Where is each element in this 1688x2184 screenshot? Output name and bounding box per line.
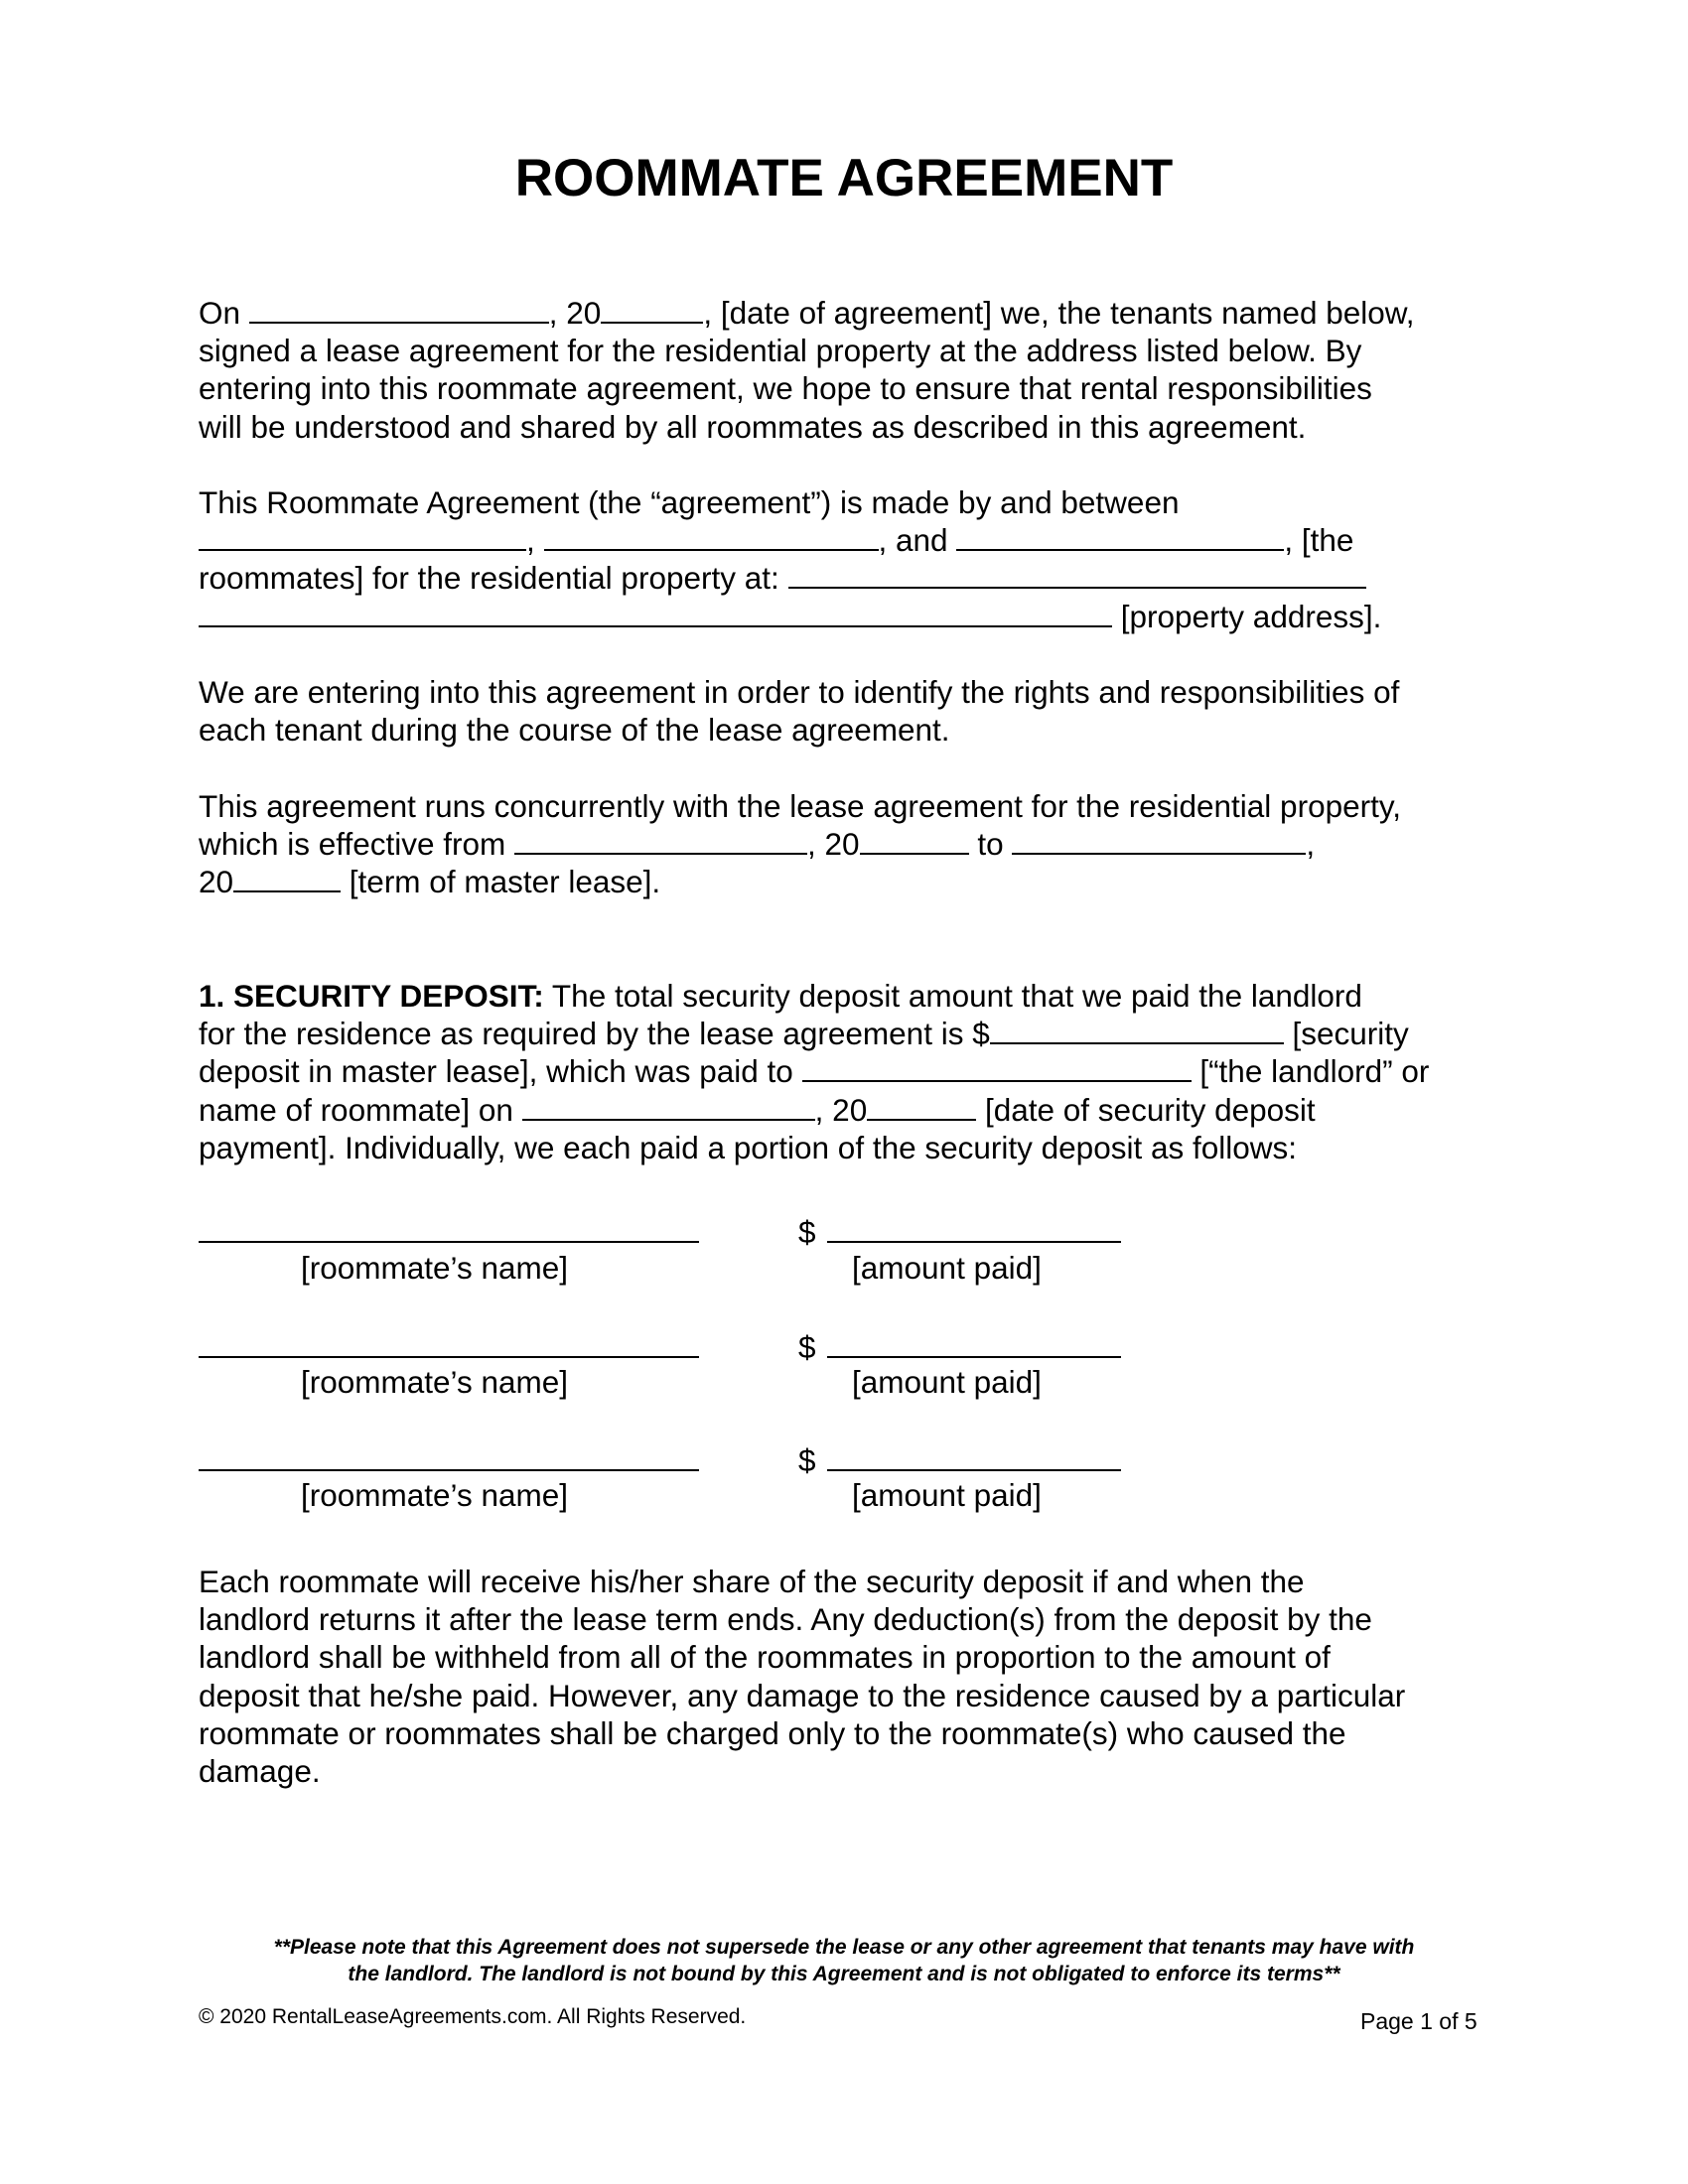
roommate-name-label: [roommate’s name] bbox=[301, 1250, 569, 1286]
roommate-3-blank[interactable] bbox=[956, 522, 1284, 551]
lease-start-date-blank[interactable] bbox=[514, 826, 807, 855]
parties-line-3: roommates] for the residential property at: bbox=[199, 559, 1529, 597]
currency-symbol: $ bbox=[798, 1442, 816, 1478]
parties-paragraph bbox=[199, 483, 1529, 635]
security-deposit-paragraph bbox=[199, 977, 1529, 1166]
purpose-paragraph bbox=[199, 673, 1529, 749]
roommate-2-blank[interactable] bbox=[544, 522, 879, 551]
return-line-1: Each roommate will receive his/her share of the security deposit if and when the bbox=[199, 1564, 1305, 1599]
intro-line-3: entering into this roommate agreement, we hope to ensure that rental responsibilities bbox=[199, 370, 1372, 407]
parties-line-1: This Roommate Agreement (the “agreement”) is made by and between bbox=[199, 484, 1180, 520]
intro-line-4: will be understood and shared by all roommates as described in this agreement. bbox=[199, 408, 1307, 445]
deposit-paid-to-blank[interactable] bbox=[802, 1053, 1192, 1082]
purpose-line-2: each tenant during the course of the lease agreement. bbox=[199, 712, 950, 749]
lease-start-year-blank[interactable] bbox=[860, 826, 969, 855]
security-line-5: payment]. Individually, we each paid a portion of the security deposit as follows: bbox=[199, 1129, 1298, 1165]
parties-line-4: [property address]. bbox=[199, 598, 1529, 635]
deposit-total-blank[interactable] bbox=[990, 1016, 1284, 1044]
term-line-3: 20 [term of master lease]. bbox=[199, 864, 661, 900]
disclaimer-note bbox=[0, 1934, 1688, 1987]
deposit-return-paragraph bbox=[199, 1563, 1529, 1790]
security-line-4: name of roommate] on , 20 [date of security deposit bbox=[199, 1091, 1316, 1128]
deposit-year-blank[interactable] bbox=[867, 1092, 976, 1121]
purpose-line-1: We are entering into this agreement in order to identify the rights and responsibilities of bbox=[199, 674, 1400, 710]
security-line-2: for the residence as required by the lease agreement is $ [security bbox=[199, 1016, 1409, 1052]
roommate-name-line[interactable] bbox=[199, 1241, 699, 1243]
property-address-blank-1[interactable] bbox=[788, 560, 1366, 589]
term-paragraph bbox=[199, 787, 1529, 901]
intro-line-2: signed a lease agreement for the residential property at the address listed below. By bbox=[199, 333, 1362, 369]
return-line-3: landlord shall be withheld from all of the roommates in proportion to the amount of bbox=[199, 1639, 1331, 1676]
disclaimer-line-2: the landlord. The landlord is not bound by this Agreement and is not obligated to enforce its terms** bbox=[348, 1963, 1340, 1985]
roommate-name-label: [roommate’s name] bbox=[301, 1477, 569, 1513]
copyright-text: © 2020 RentalLeaseAgreements.com. All Rights Reserved. bbox=[199, 2005, 747, 2028]
agreement-date-blank[interactable] bbox=[249, 295, 549, 324]
return-line-5: roommate or roommates shall be charged only to the roommate(s) who caused the bbox=[199, 1714, 1346, 1751]
currency-symbol: $ bbox=[798, 1329, 816, 1365]
agreement-year-blank[interactable] bbox=[601, 295, 703, 324]
roommate-1-blank[interactable] bbox=[199, 522, 526, 551]
roommate-name-label: [roommate’s name] bbox=[301, 1364, 569, 1400]
deposit-date-blank[interactable] bbox=[522, 1092, 815, 1121]
term-line-2: which is effective from , 20 to , bbox=[199, 826, 1316, 863]
amount-paid-line[interactable] bbox=[827, 1469, 1121, 1471]
lease-end-date-blank[interactable] bbox=[1012, 826, 1306, 855]
amount-paid-label: [amount paid] bbox=[852, 1250, 1042, 1286]
amount-paid-line[interactable] bbox=[827, 1356, 1121, 1358]
security-line-3: deposit in master lease], which was paid to [“the landlord” or bbox=[199, 1053, 1430, 1090]
return-line-2: landlord returns it after the lease term ends. Any deduction(s) from the deposit by the bbox=[199, 1601, 1372, 1638]
security-deposit-heading: 1. SECURITY DEPOSIT: bbox=[199, 978, 544, 1014]
security-line-1: 1. SECURITY DEPOSIT: The total security deposit amount that we paid the landlord bbox=[199, 978, 1362, 1014]
lease-end-year-blank[interactable] bbox=[233, 864, 341, 892]
amount-paid-line[interactable] bbox=[827, 1241, 1121, 1243]
intro-paragraph bbox=[199, 294, 1529, 446]
return-line-4: deposit that he/she paid. However, any damage to the residence caused by a particular bbox=[199, 1677, 1406, 1713]
parties-line-2: , , and , [the bbox=[199, 521, 1529, 559]
property-address-blank-2[interactable] bbox=[199, 599, 1112, 627]
intro-line-1: On , 20 , [date of agreement] we, the tenants named below, bbox=[199, 295, 1415, 331]
amount-paid-label: [amount paid] bbox=[852, 1477, 1042, 1513]
amount-paid-label: [amount paid] bbox=[852, 1364, 1042, 1400]
disclaimer-line-1: **Please note that this Agreement does not supersede the lease or any other agreement that tenants may have with bbox=[273, 1936, 1415, 1959]
currency-symbol: $ bbox=[798, 1214, 816, 1250]
term-line-1: This agreement runs concurrently with the lease agreement for the residential property, bbox=[199, 788, 1402, 824]
document-title: ROOMMATE AGREEMENT bbox=[514, 149, 1174, 207]
page-number: Page 1 of 5 bbox=[1360, 2008, 1477, 2034]
return-line-6: damage. bbox=[199, 1752, 321, 1789]
roommate-name-line[interactable] bbox=[199, 1356, 699, 1358]
roommate-name-line[interactable] bbox=[199, 1469, 699, 1471]
